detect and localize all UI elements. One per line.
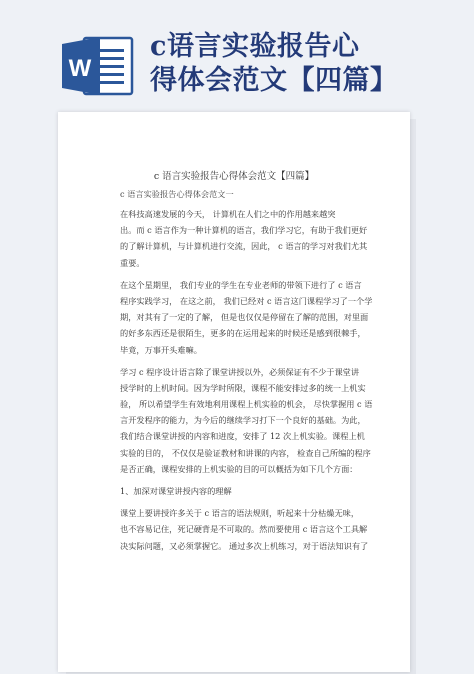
text-line: 课堂上要讲授许多关于 c 语言的语法规则，听起来十分枯燥无味， bbox=[120, 508, 360, 519]
text-line: 也不容易记住，死记硬背是不可取的。然而要使用 c 语言这个工具解 bbox=[120, 524, 368, 535]
text-line: 1、加深对课堂讲授内容的理解 bbox=[120, 486, 232, 496]
text-line: 毕竟，万事开头难嘛。 bbox=[120, 344, 202, 355]
text-line: 的了解计算机，与计算机进行交流，因此， c 语言的学习对我们尤其 bbox=[120, 241, 368, 252]
paragraph bbox=[120, 277, 382, 358]
document-body bbox=[120, 206, 382, 554]
title-line-1: c语言实验报告心 bbox=[150, 31, 360, 62]
page-header bbox=[0, 0, 474, 112]
text-line: 重要。 bbox=[120, 257, 145, 268]
text-line: 实验的目的， 不仅仅是验证教材和讲课的内容， 检查自己所编的程序 bbox=[120, 447, 371, 458]
text-line: 验， 所以希望学生有效地利用课程上机实验的机会， 尽快掌握用 c 语 bbox=[120, 399, 373, 410]
paragraph bbox=[120, 206, 382, 271]
page-title bbox=[150, 30, 470, 98]
text-line: 在这个星期里， 我们专业的学生在专业老师的带领下进行了 c 语言 bbox=[120, 279, 362, 290]
text-line: 期，对其有了一定的了解， 但是也仅仅是停留在了解的范围，对里面 bbox=[120, 312, 369, 323]
text-line: 出。而 c 语言作为一种计算机的语言，我们学习它，有助于我们更好 bbox=[120, 225, 368, 236]
document-subtitle: c 语言实验报告心得体会范文一 bbox=[120, 189, 234, 199]
text-line: 是否正确，课程安排的上机实验的目的可以概括为如下几个方面： bbox=[120, 463, 358, 474]
paragraph bbox=[120, 505, 382, 554]
document-page bbox=[58, 112, 410, 672]
text-line: 学习 c 程序设计语言除了课堂讲授以外，必须保证有不少于课堂讲 bbox=[120, 366, 360, 377]
paragraph bbox=[120, 364, 382, 477]
text-line: 决实际问题，又必须掌握它。 通过多次上机练习，对于语法知识有了 bbox=[120, 540, 369, 551]
text-line: 言开发程序的能力，为今后的继续学习打下一个良好的基础。为此， bbox=[120, 415, 366, 426]
word-document-icon bbox=[60, 34, 134, 98]
document-title: c 语言实验报告心得体会范文【四篇】 bbox=[153, 171, 315, 182]
title-line-2: 得体会范文【四篇】 bbox=[150, 65, 398, 96]
text-line: 在科技高速发展的今天， 计算机在人们之中的作用越来越突 bbox=[120, 209, 336, 219]
word-logo-letter: W bbox=[68, 55, 92, 82]
paragraph bbox=[120, 483, 382, 499]
text-line: 程序实践学习， 在这之前， 我们已经对 c 语言这门课程学习了一个学 bbox=[120, 295, 373, 306]
text-line: 我们结合课堂讲授的内容和进度，安排了 12 次上机实验。课程上机 bbox=[120, 431, 365, 442]
text-line: 授学时的上机时间。因为学时所限，课程不能安排过多的统一上机实 bbox=[120, 382, 366, 393]
text-line: 的好多东西还是很陌生，更多的在运用起来的时候还是感到很棘手， bbox=[120, 328, 366, 339]
